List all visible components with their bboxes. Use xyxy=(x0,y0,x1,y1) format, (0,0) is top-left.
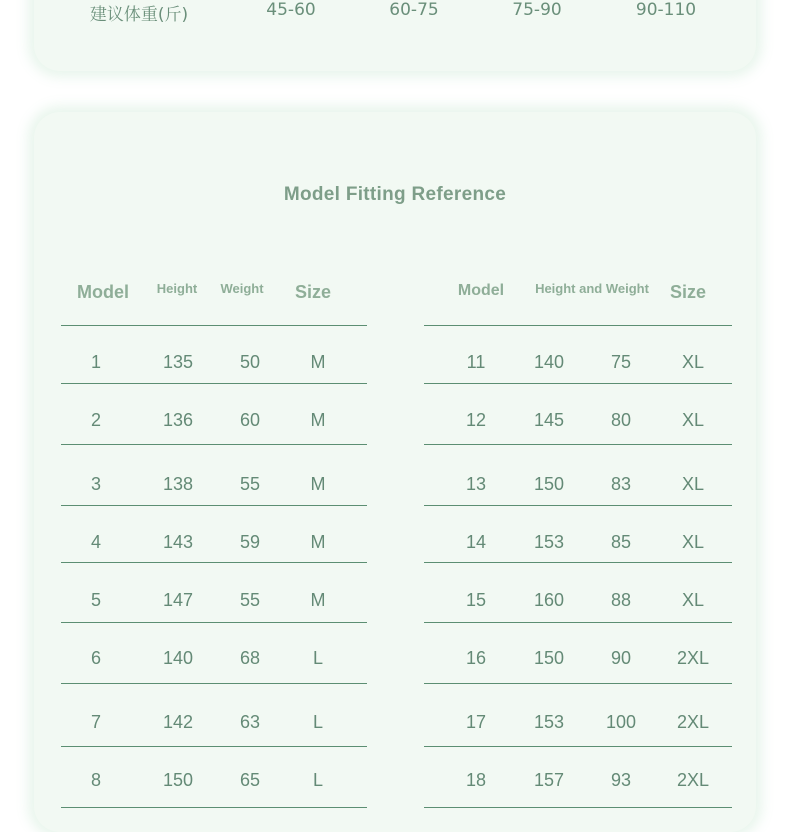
left-table-cell-weight: 50 xyxy=(239,352,261,372)
left-table-cell-size: M xyxy=(310,352,326,372)
left-table-cell-weight: 60 xyxy=(239,410,261,430)
right-table-cell-height: 150 xyxy=(533,474,565,494)
weight-range-1: 45-60 xyxy=(266,0,316,20)
right-table-cell-weight: 100 xyxy=(605,712,637,732)
right-table-cell-weight: 80 xyxy=(610,410,632,430)
right-table-cell-height: 160 xyxy=(533,590,565,610)
right-header-size: Size xyxy=(669,282,707,302)
weight-range-4: 90-110 xyxy=(635,0,697,20)
right-table-cell-model: 12 xyxy=(465,410,487,430)
left-table-cell-model: 7 xyxy=(90,712,102,732)
left-table-cell-size: L xyxy=(312,712,324,732)
left-table-cell-height: 147 xyxy=(162,590,194,610)
right-table-cell-size: XL xyxy=(681,532,705,552)
right-table-rule xyxy=(424,683,732,684)
right-table-cell-model: 14 xyxy=(465,532,487,552)
right-table-cell-height: 145 xyxy=(533,410,565,430)
left-table-cell-weight: 68 xyxy=(239,648,261,668)
right-table-cell-height: 150 xyxy=(533,648,565,668)
left-table-cell-height: 142 xyxy=(162,712,194,732)
model-fitting-card xyxy=(34,112,756,832)
right-table-rule xyxy=(424,444,732,445)
left-table-cell-weight: 59 xyxy=(239,532,261,552)
right-table-cell-size: XL xyxy=(681,474,705,494)
right-table-cell-height: 153 xyxy=(533,712,565,732)
right-table-cell-model: 18 xyxy=(465,770,487,790)
left-table-cell-size: M xyxy=(310,590,326,610)
left-table-cell-model: 6 xyxy=(90,648,102,668)
left-table-cell-model: 4 xyxy=(90,532,102,552)
right-table-cell-weight: 85 xyxy=(610,532,632,552)
left-table-cell-weight: 55 xyxy=(239,590,261,610)
left-table-cell-height: 135 xyxy=(162,352,194,372)
right-table-cell-size: 2XL xyxy=(676,712,710,732)
right-header-model: Model xyxy=(457,282,505,299)
right-table-cell-size: XL xyxy=(681,352,705,372)
fitting-title: Model Fitting Reference xyxy=(283,184,507,205)
right-table-cell-size: XL xyxy=(681,590,705,610)
right-table-cell-weight: 93 xyxy=(610,770,632,790)
weight-range-3: 75-90 xyxy=(512,0,562,20)
right-table-cell-model: 13 xyxy=(465,474,487,494)
right-table-rule xyxy=(424,505,732,506)
left-table-cell-size: M xyxy=(310,532,326,552)
left-table-cell-model: 1 xyxy=(90,352,102,372)
left-table-cell-height: 150 xyxy=(162,770,194,790)
right-table-cell-size: 2XL xyxy=(676,770,710,790)
right-table-cell-weight: 90 xyxy=(610,648,632,668)
left-table-cell-size: M xyxy=(310,410,326,430)
weight-range-label: 建议体重(斤) xyxy=(89,5,189,25)
right-table-cell-model: 17 xyxy=(465,712,487,732)
left-table-cell-height: 138 xyxy=(162,474,194,494)
left-table-cell-height: 143 xyxy=(162,532,194,552)
right-table-cell-size: XL xyxy=(681,410,705,430)
weight-range-row xyxy=(34,0,756,24)
right-table-cell-height: 153 xyxy=(533,532,565,552)
left-table-cell-model: 3 xyxy=(90,474,102,494)
right-table-rule xyxy=(424,562,732,563)
left-table-rule xyxy=(61,383,367,384)
right-table-rule xyxy=(424,746,732,747)
left-header-size: Size xyxy=(294,282,332,302)
right-table-rule xyxy=(424,622,732,623)
right-table-rule xyxy=(424,807,732,808)
left-table-rule xyxy=(61,562,367,563)
left-table-cell-size: L xyxy=(312,648,324,668)
left-table-cell-height: 136 xyxy=(162,410,194,430)
right-table-cell-model: 16 xyxy=(465,648,487,668)
right-table-cell-weight: 83 xyxy=(610,474,632,494)
left-table-rule xyxy=(61,325,367,326)
left-table-rule xyxy=(61,807,367,808)
weight-range-2: 60-75 xyxy=(389,0,439,20)
left-table-cell-height: 140 xyxy=(162,648,194,668)
left-table-cell-model: 8 xyxy=(90,770,102,790)
right-table-cell-model: 15 xyxy=(465,590,487,610)
right-table-cell-weight: 88 xyxy=(610,590,632,610)
left-header-weight: Weight xyxy=(220,281,264,296)
left-table-rule xyxy=(61,746,367,747)
right-table-rule xyxy=(424,383,732,384)
right-table-cell-weight: 75 xyxy=(610,352,632,372)
left-table-cell-weight: 55 xyxy=(239,474,261,494)
left-table-cell-size: L xyxy=(312,770,324,790)
left-table-rule xyxy=(61,505,367,506)
right-table-cell-height: 140 xyxy=(533,352,565,372)
left-table-rule xyxy=(61,444,367,445)
left-table-rule xyxy=(61,622,367,623)
right-table-cell-height: 157 xyxy=(533,770,565,790)
left-table-cell-weight: 63 xyxy=(239,712,261,732)
left-table-cell-model: 5 xyxy=(90,590,102,610)
left-table-cell-size: M xyxy=(310,474,326,494)
left-header-height: Height xyxy=(156,281,198,296)
left-header-model: Model xyxy=(77,282,129,302)
fitting-tables xyxy=(34,112,756,832)
left-table-cell-weight: 65 xyxy=(239,770,261,790)
right-table-cell-size: 2XL xyxy=(676,648,710,668)
right-table-rule xyxy=(424,325,732,326)
weight-range-card xyxy=(34,0,756,71)
right-table-cell-model: 11 xyxy=(466,352,486,372)
right-header-height-weight: Height and Weight xyxy=(535,281,649,296)
left-table-rule xyxy=(61,683,367,684)
left-table-cell-model: 2 xyxy=(90,410,102,430)
